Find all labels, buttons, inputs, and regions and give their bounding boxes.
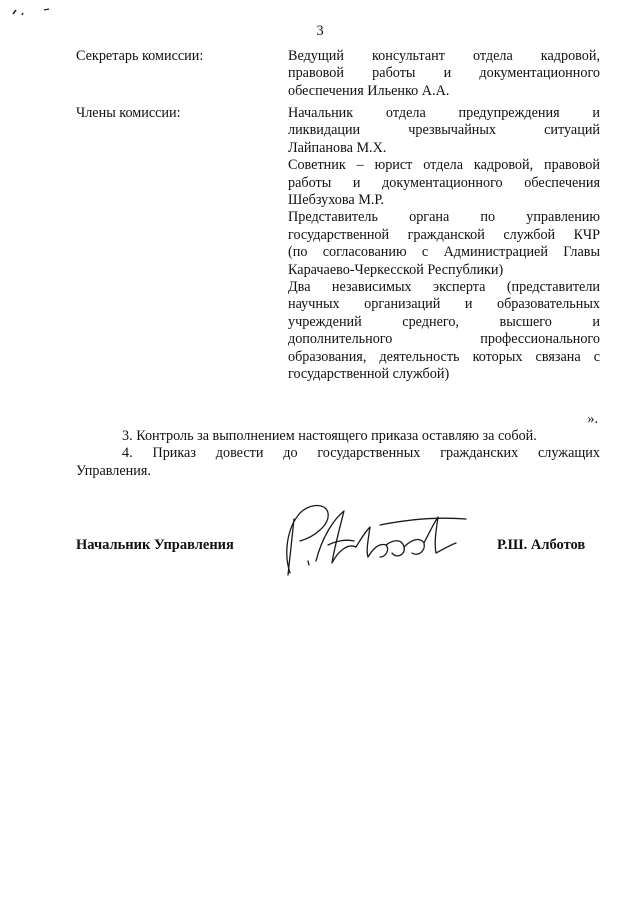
text-line: обеспечения Ильенко А.А. bbox=[288, 82, 450, 99]
text-line: Шебзухова М.Р. bbox=[288, 192, 385, 209]
text-line: правовой работы и документационного bbox=[288, 65, 600, 82]
secretary-label: Секретарь комиссии: bbox=[76, 48, 204, 64]
text-line: Представитель органа по управлению bbox=[288, 209, 600, 226]
member-entry bbox=[288, 209, 600, 279]
text-line: 4. Приказ довести до государственных гражданских служащих bbox=[122, 445, 600, 461]
text-line: Советник – юрист отдела кадровой, правовой bbox=[288, 157, 600, 174]
text-line: государственной гражданской службой КЧР bbox=[288, 226, 600, 243]
members-list bbox=[288, 105, 600, 384]
closing-quote: ». bbox=[587, 411, 598, 427]
text-line: работы и документационного обеспечения bbox=[288, 174, 600, 191]
members-label: Члены комиссии: bbox=[76, 105, 181, 121]
item-4 bbox=[76, 445, 600, 480]
text-line: Ведущий консультант отдела кадровой, bbox=[288, 48, 600, 64]
text-line: Лайпанова М.Х. bbox=[288, 139, 387, 156]
page-number: 3 bbox=[316, 23, 324, 39]
text-line: Карачаево-Черкесской Республики) bbox=[288, 261, 504, 278]
text-line: Начальник отдела предупреждения и bbox=[288, 105, 600, 121]
scan-mark bbox=[12, 6, 52, 16]
member-entry bbox=[288, 279, 600, 383]
text-line: учреждений среднего, высшего и bbox=[288, 313, 600, 330]
secretary-value bbox=[288, 48, 600, 100]
text-line: научных организаций и образовательных bbox=[288, 296, 600, 313]
text-line: Два независимых эксперта (представители bbox=[288, 279, 600, 296]
handwritten-signature bbox=[270, 497, 485, 582]
text-line: (по согласованию с Администрацией Главы bbox=[288, 244, 600, 261]
text-line: дополнительного профессионального bbox=[288, 331, 600, 348]
text-line: ликвидации чрезвычайных ситуаций bbox=[288, 122, 600, 139]
text-line: образования, деятельность которых связана с bbox=[288, 348, 600, 365]
text-line: Управления. bbox=[76, 462, 151, 479]
member-entry bbox=[288, 157, 600, 209]
member-entry bbox=[288, 105, 600, 157]
text-line: государственной службой) bbox=[288, 366, 450, 383]
signatory-title: Начальник Управления bbox=[76, 537, 234, 553]
signatory-name: Р.Ш. Алботов bbox=[497, 537, 586, 553]
item-3: 3. Контроль за выполнением настоящего приказа оставляю за собой. bbox=[122, 428, 537, 444]
